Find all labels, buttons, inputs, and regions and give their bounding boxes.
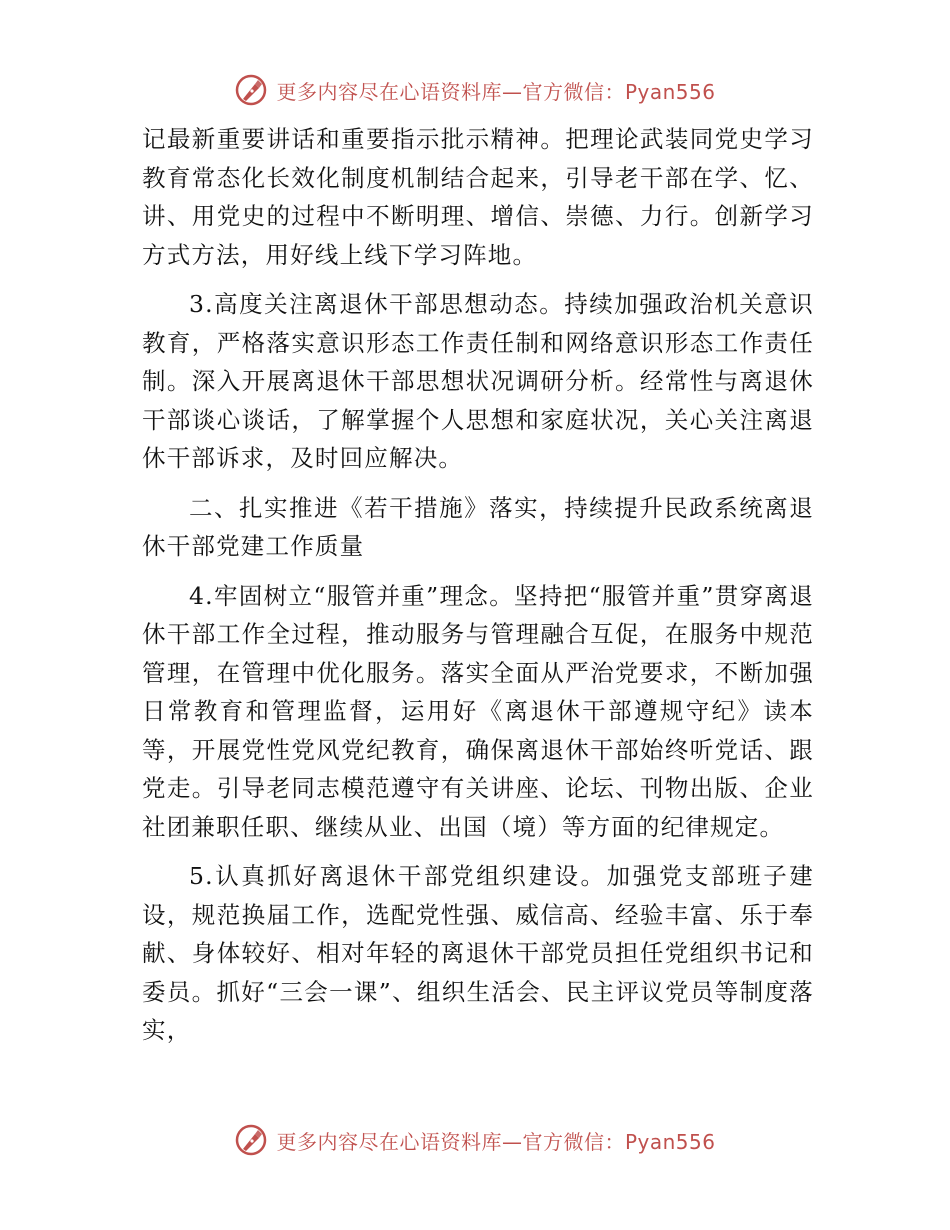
paragraph-continuation: 记最新重要讲话和重要指示批示精神。把理论武装同党史学习教育常态化长效化制度机制结合起来，引导老干部在学、忆、讲、用党史的过程中不断明理、增信、崇德、力行。创新学习方式方法，用好线上线下学习阵地。 <box>142 125 814 269</box>
header-watermark-text: 更多内容尽在心语资料库—官方微信：Pyan556 <box>276 79 716 104</box>
footer-watermark-banner <box>0 1120 950 1160</box>
section-heading-2: 二、扎实推进《若干措施》落实，持续提升民政系统离退休干部党建工作质量 <box>142 493 814 560</box>
paragraph-item-3: 3.高度关注离退休干部思想动态。持续加强政治机关意识教育，严格落实意识形态工作责任制和网络意识形态工作责任制。深入开展离退休干部思想状况调研分析。经常性与离退休干部谈心谈话，了解掌握个人思想和家庭状况，关心关注离退休干部诉求，及时回应解决。 <box>142 290 814 472</box>
paragraph-item-4: 4.牢固树立“服管并重”理念。坚持把“服管并重”贯穿离退休干部工作全过程，推动服务与管理融合互促，在服务中规范管理，在管理中优化服务。落实全面从严治党要求，不断加强日常教育和管理监督，运用好《离退休干部遵规守纪》读本等，开展党性党风党纪教育，确保离退休干部始终听党话、跟党走。引导老同志模范遵守有关讲座、论坛、刊物出版、企业社团兼职任职、继续从业、出国（境）等方面的纪律规定。 <box>142 581 814 841</box>
header-watermark-banner <box>0 70 950 110</box>
document-body <box>142 120 814 1061</box>
paragraph-item-5: 5.认真抓好离退休干部党组织建设。加强党支部班子建设，规范换届工作，选配党性强、威信高、经验丰富、乐于奉献、身体较好、相对年轻的离退休干部党员担任党组织书记和委员。抓好“三会一课”、组织生活会、民主评议党员等制度落实， <box>142 862 814 1044</box>
footer-watermark-text: 更多内容尽在心语资料库—官方微信：Pyan556 <box>276 1129 716 1154</box>
pen-nib-logo-icon <box>234 73 268 107</box>
pen-nib-logo-icon <box>234 1123 268 1157</box>
